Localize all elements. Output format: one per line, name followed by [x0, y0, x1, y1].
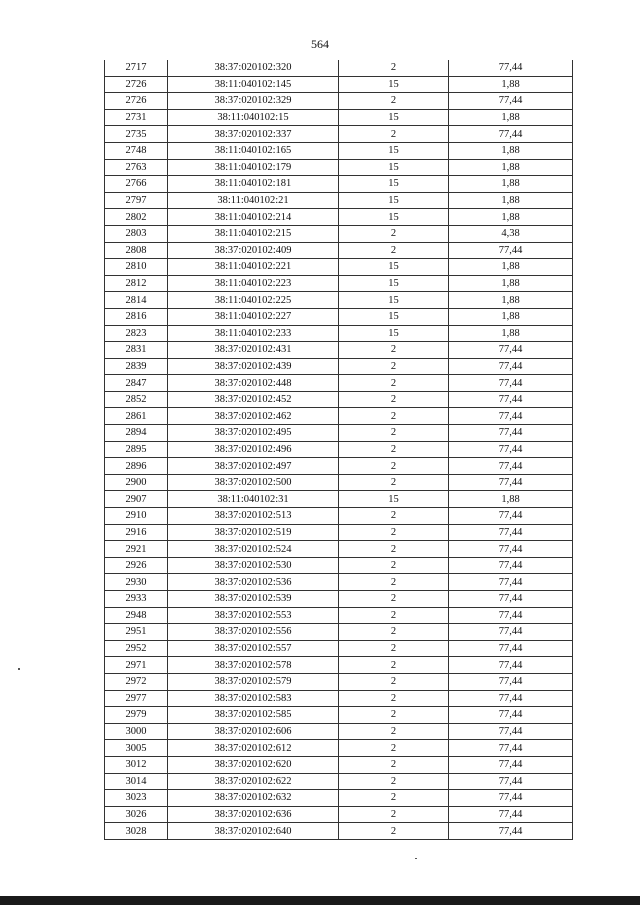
category-cell: 15	[339, 76, 449, 93]
value-cell: 77,44	[449, 690, 573, 707]
value-cell: 77,44	[449, 474, 573, 491]
value-cell: 77,44	[449, 574, 573, 591]
value-cell: 77,44	[449, 607, 573, 624]
category-cell: 2	[339, 690, 449, 707]
value-cell: 77,44	[449, 640, 573, 657]
cadastral-number-cell: 38:37:020102:431	[168, 342, 339, 359]
cadastral-number-cell: 38:11:040102:214	[168, 209, 339, 226]
category-cell: 2	[339, 93, 449, 110]
category-cell: 2	[339, 723, 449, 740]
value-cell: 77,44	[449, 242, 573, 259]
row-number-cell: 2921	[105, 541, 168, 558]
table-row	[105, 673, 573, 690]
category-cell: 2	[339, 342, 449, 359]
table-row	[105, 358, 573, 375]
category-cell: 2	[339, 358, 449, 375]
value-cell: 77,44	[449, 358, 573, 375]
value-cell: 77,44	[449, 790, 573, 807]
row-number-cell: 2797	[105, 192, 168, 209]
table-row	[105, 773, 573, 790]
cadastral-number-cell: 38:37:020102:495	[168, 425, 339, 442]
table-row	[105, 126, 573, 143]
cadastral-number-cell: 38:37:020102:640	[168, 823, 339, 840]
row-number-cell: 2907	[105, 491, 168, 508]
cadastral-number-cell: 38:37:020102:636	[168, 806, 339, 823]
category-cell: 2	[339, 425, 449, 442]
page-number: 564	[311, 37, 329, 51]
table-row	[105, 541, 573, 558]
value-cell: 1,88	[449, 491, 573, 508]
cadastral-number-cell: 38:11:040102:15	[168, 109, 339, 126]
row-number-cell: 2900	[105, 474, 168, 491]
table-row	[105, 192, 573, 209]
category-cell: 2	[339, 524, 449, 541]
row-number-cell: 2861	[105, 408, 168, 425]
row-number-cell: 2731	[105, 109, 168, 126]
cadastral-number-cell: 38:11:040102:179	[168, 159, 339, 176]
row-number-cell: 3012	[105, 756, 168, 773]
category-cell: 2	[339, 673, 449, 690]
table-row	[105, 60, 573, 76]
category-cell: 2	[339, 574, 449, 591]
row-number-cell: 2971	[105, 657, 168, 674]
value-cell: 1,88	[449, 142, 573, 159]
row-number-cell: 3014	[105, 773, 168, 790]
table-row	[105, 790, 573, 807]
value-cell: 1,88	[449, 109, 573, 126]
table-row	[105, 375, 573, 392]
row-number-cell: 2952	[105, 640, 168, 657]
category-cell: 2	[339, 806, 449, 823]
row-number-cell: 2977	[105, 690, 168, 707]
row-number-cell: 2916	[105, 524, 168, 541]
cadastral-number-cell: 38:37:020102:496	[168, 441, 339, 458]
category-cell: 2	[339, 458, 449, 475]
category-cell: 2	[339, 126, 449, 143]
cadastral-number-cell: 38:37:020102:583	[168, 690, 339, 707]
value-cell: 77,44	[449, 806, 573, 823]
value-cell: 77,44	[449, 60, 573, 76]
cadastral-number-cell: 38:37:020102:448	[168, 375, 339, 392]
table-row	[105, 209, 573, 226]
value-cell: 77,44	[449, 524, 573, 541]
category-cell: 2	[339, 607, 449, 624]
row-number-cell: 2810	[105, 259, 168, 276]
value-cell: 1,88	[449, 76, 573, 93]
table-row	[105, 707, 573, 724]
category-cell: 2	[339, 740, 449, 757]
cadastral-number-cell: 38:37:020102:452	[168, 391, 339, 408]
table-row	[105, 756, 573, 773]
row-number-cell: 2812	[105, 275, 168, 292]
value-cell: 77,44	[449, 707, 573, 724]
cadastral-number-cell: 38:11:040102:233	[168, 325, 339, 342]
value-cell: 77,44	[449, 823, 573, 840]
value-cell: 77,44	[449, 458, 573, 475]
row-number-cell: 2816	[105, 308, 168, 325]
row-number-cell: 2933	[105, 591, 168, 608]
scan-speck	[18, 668, 20, 670]
table-row	[105, 441, 573, 458]
row-number-cell: 2979	[105, 707, 168, 724]
category-cell: 15	[339, 176, 449, 193]
value-cell: 77,44	[449, 408, 573, 425]
table-row	[105, 109, 573, 126]
cadastral-number-cell: 38:37:020102:553	[168, 607, 339, 624]
value-cell: 1,88	[449, 308, 573, 325]
row-number-cell: 3028	[105, 823, 168, 840]
table-row	[105, 574, 573, 591]
value-cell: 77,44	[449, 93, 573, 110]
cadastral-number-cell: 38:37:020102:530	[168, 557, 339, 574]
value-cell: 77,44	[449, 773, 573, 790]
category-cell: 15	[339, 192, 449, 209]
cadastral-number-cell: 38:37:020102:409	[168, 242, 339, 259]
row-number-cell: 3000	[105, 723, 168, 740]
cadastral-number-cell: 38:11:040102:225	[168, 292, 339, 309]
value-cell: 1,88	[449, 275, 573, 292]
table-row	[105, 740, 573, 757]
cadastral-number-cell: 38:11:040102:221	[168, 259, 339, 276]
cadastral-number-cell: 38:37:020102:513	[168, 508, 339, 525]
value-cell: 1,88	[449, 192, 573, 209]
table-row	[105, 425, 573, 442]
table-row	[105, 93, 573, 110]
row-number-cell: 2896	[105, 458, 168, 475]
value-cell: 1,88	[449, 159, 573, 176]
row-number-cell: 2930	[105, 574, 168, 591]
value-cell: 77,44	[449, 723, 573, 740]
value-cell: 1,88	[449, 292, 573, 309]
row-number-cell: 2951	[105, 624, 168, 641]
cadastral-number-cell: 38:37:020102:536	[168, 574, 339, 591]
row-number-cell: 2948	[105, 607, 168, 624]
value-cell: 1,88	[449, 259, 573, 276]
row-number-cell: 3005	[105, 740, 168, 757]
table-row	[105, 474, 573, 491]
row-number-cell: 2766	[105, 176, 168, 193]
row-number-cell: 2910	[105, 508, 168, 525]
value-cell: 77,44	[449, 673, 573, 690]
table-row	[105, 508, 573, 525]
cadastral-number-cell: 38:37:020102:612	[168, 740, 339, 757]
category-cell: 2	[339, 408, 449, 425]
table-row	[105, 275, 573, 292]
cadastral-number-cell: 38:11:040102:145	[168, 76, 339, 93]
category-cell: 2	[339, 391, 449, 408]
cadastral-number-cell: 38:11:040102:21	[168, 192, 339, 209]
cadastral-number-cell: 38:37:020102:439	[168, 358, 339, 375]
category-cell: 2	[339, 657, 449, 674]
value-cell: 77,44	[449, 541, 573, 558]
table-row	[105, 176, 573, 193]
row-number-cell: 2748	[105, 142, 168, 159]
category-cell: 15	[339, 292, 449, 309]
row-number-cell: 2814	[105, 292, 168, 309]
category-cell: 2	[339, 225, 449, 242]
row-number-cell: 3026	[105, 806, 168, 823]
cadastral-number-cell: 38:37:020102:632	[168, 790, 339, 807]
category-cell: 2	[339, 60, 449, 76]
table-row	[105, 591, 573, 608]
cadastral-number-cell: 38:37:020102:497	[168, 458, 339, 475]
table-row	[105, 458, 573, 475]
table-body	[105, 60, 573, 839]
table-row	[105, 491, 573, 508]
table-row	[105, 823, 573, 840]
table-row	[105, 723, 573, 740]
row-number-cell: 2839	[105, 358, 168, 375]
row-number-cell: 2831	[105, 342, 168, 359]
cadastral-number-cell: 38:37:020102:556	[168, 624, 339, 641]
row-number-cell: 2802	[105, 209, 168, 226]
category-cell: 15	[339, 491, 449, 508]
value-cell: 77,44	[449, 657, 573, 674]
cadastral-number-cell: 38:11:040102:227	[168, 308, 339, 325]
category-cell: 15	[339, 159, 449, 176]
value-cell: 1,88	[449, 209, 573, 226]
table-row	[105, 391, 573, 408]
data-table	[104, 60, 573, 840]
category-cell: 2	[339, 591, 449, 608]
row-number-cell: 2895	[105, 441, 168, 458]
category-cell: 2	[339, 441, 449, 458]
table-row	[105, 690, 573, 707]
value-cell: 77,44	[449, 591, 573, 608]
cadastral-number-cell: 38:37:020102:524	[168, 541, 339, 558]
cadastral-number-cell: 38:37:020102:539	[168, 591, 339, 608]
scan-speck	[415, 858, 417, 859]
value-cell: 4,38	[449, 225, 573, 242]
value-cell: 1,88	[449, 325, 573, 342]
row-number-cell: 2847	[105, 375, 168, 392]
table-row	[105, 408, 573, 425]
cadastral-number-cell: 38:11:040102:223	[168, 275, 339, 292]
table-row	[105, 657, 573, 674]
table-row	[105, 524, 573, 541]
scan-edge	[0, 896, 640, 905]
cadastral-number-cell: 38:11:040102:215	[168, 225, 339, 242]
category-cell: 2	[339, 474, 449, 491]
cadastral-number-cell: 38:11:040102:181	[168, 176, 339, 193]
category-cell: 2	[339, 557, 449, 574]
cadastral-number-cell: 38:37:020102:337	[168, 126, 339, 143]
row-number-cell: 2763	[105, 159, 168, 176]
value-cell: 1,88	[449, 176, 573, 193]
row-number-cell: 2735	[105, 126, 168, 143]
category-cell: 2	[339, 508, 449, 525]
row-number-cell: 2823	[105, 325, 168, 342]
value-cell: 77,44	[449, 342, 573, 359]
table-row	[105, 142, 573, 159]
value-cell: 77,44	[449, 557, 573, 574]
cadastral-number-cell: 38:37:020102:557	[168, 640, 339, 657]
row-number-cell: 2894	[105, 425, 168, 442]
table-row	[105, 308, 573, 325]
row-number-cell: 2803	[105, 225, 168, 242]
category-cell: 2	[339, 624, 449, 641]
value-cell: 77,44	[449, 508, 573, 525]
category-cell: 2	[339, 640, 449, 657]
row-number-cell: 3023	[105, 790, 168, 807]
cadastral-number-cell: 38:37:020102:585	[168, 707, 339, 724]
row-number-cell: 2726	[105, 93, 168, 110]
category-cell: 15	[339, 308, 449, 325]
cadastral-number-cell: 38:37:020102:519	[168, 524, 339, 541]
category-cell: 15	[339, 275, 449, 292]
table-row	[105, 159, 573, 176]
cadastral-number-cell: 38:37:020102:500	[168, 474, 339, 491]
cadastral-number-cell: 38:37:020102:578	[168, 657, 339, 674]
cadastral-number-cell: 38:37:020102:320	[168, 60, 339, 76]
value-cell: 77,44	[449, 375, 573, 392]
value-cell: 77,44	[449, 425, 573, 442]
category-cell: 15	[339, 325, 449, 342]
cadastral-number-cell: 38:37:020102:606	[168, 723, 339, 740]
value-cell: 77,44	[449, 740, 573, 757]
table-row	[105, 640, 573, 657]
category-cell: 2	[339, 375, 449, 392]
cadastral-number-cell: 38:37:020102:462	[168, 408, 339, 425]
table-row	[105, 225, 573, 242]
value-cell: 77,44	[449, 391, 573, 408]
category-cell: 15	[339, 109, 449, 126]
category-cell: 2	[339, 823, 449, 840]
table-row	[105, 624, 573, 641]
cadastral-number-cell: 38:11:040102:31	[168, 491, 339, 508]
table-row	[105, 557, 573, 574]
table-row	[105, 76, 573, 93]
category-cell: 15	[339, 142, 449, 159]
value-cell: 77,44	[449, 441, 573, 458]
category-cell: 2	[339, 707, 449, 724]
table-row	[105, 242, 573, 259]
value-cell: 77,44	[449, 624, 573, 641]
category-cell: 2	[339, 541, 449, 558]
category-cell: 2	[339, 773, 449, 790]
category-cell: 2	[339, 756, 449, 773]
row-number-cell: 2726	[105, 76, 168, 93]
table-row	[105, 325, 573, 342]
cadastral-number-cell: 38:37:020102:620	[168, 756, 339, 773]
cadastral-number-cell: 38:37:020102:622	[168, 773, 339, 790]
cadastral-number-cell: 38:37:020102:579	[168, 673, 339, 690]
category-cell: 2	[339, 790, 449, 807]
table-row	[105, 607, 573, 624]
table-row	[105, 292, 573, 309]
table-row	[105, 259, 573, 276]
row-number-cell: 2972	[105, 673, 168, 690]
row-number-cell: 2717	[105, 60, 168, 76]
cadastral-number-cell: 38:37:020102:329	[168, 93, 339, 110]
cadastral-number-cell: 38:11:040102:165	[168, 142, 339, 159]
table-row	[105, 342, 573, 359]
row-number-cell: 2808	[105, 242, 168, 259]
value-cell: 77,44	[449, 756, 573, 773]
category-cell: 2	[339, 242, 449, 259]
category-cell: 15	[339, 259, 449, 276]
row-number-cell: 2926	[105, 557, 168, 574]
row-number-cell: 2852	[105, 391, 168, 408]
value-cell: 77,44	[449, 126, 573, 143]
table-row	[105, 806, 573, 823]
category-cell: 15	[339, 209, 449, 226]
